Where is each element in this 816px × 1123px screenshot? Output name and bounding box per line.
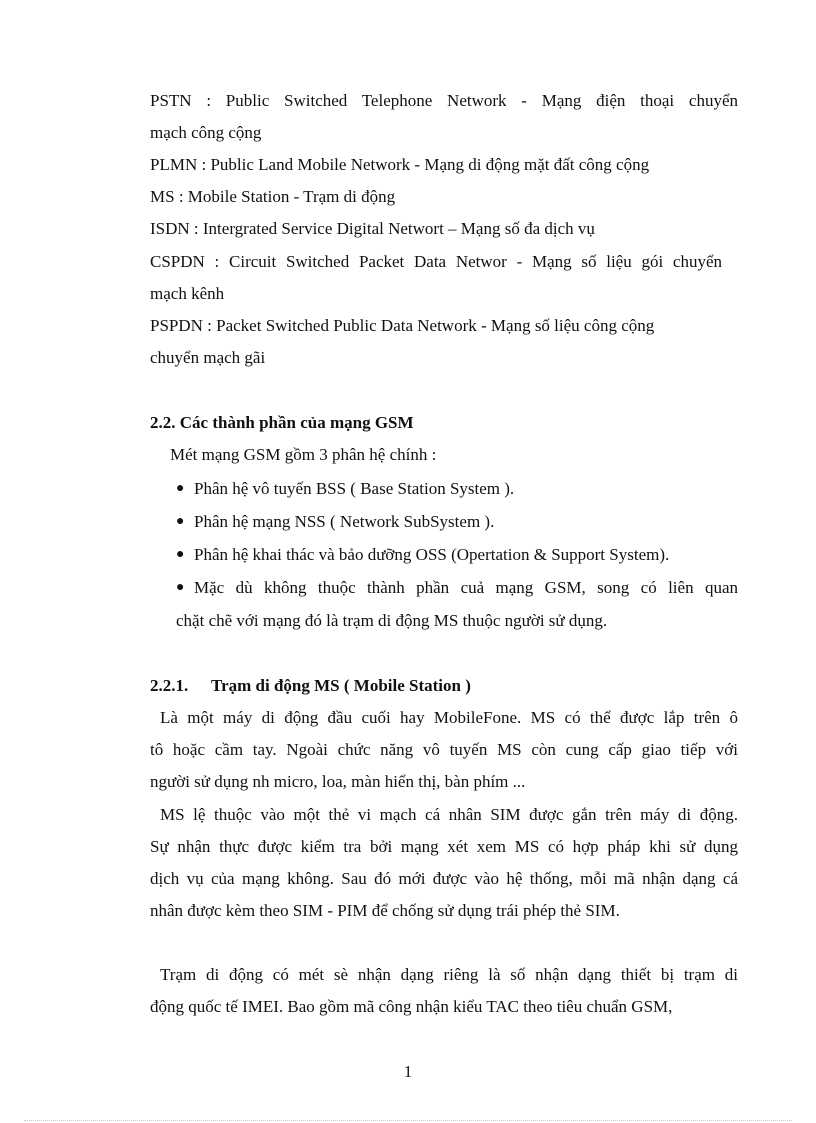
page-bottom-border [24, 1120, 792, 1121]
abbr-pspdn-line1: PSPDN : Packet Switched Public Data Network - Mạng số liệu công cộng [150, 316, 655, 335]
bullet-item-nss: Phân hệ mạng NSS ( Network SubSystem ). [194, 512, 495, 531]
abbr-pstn-line2: mạch công cộng [150, 123, 262, 142]
para2-line1: MS lệ thuộc vào một thẻ vi mạch cá nhân SIM được gắn trên máy di động. [160, 805, 738, 824]
abbr-cspdn-line2: mạch kênh [150, 284, 225, 303]
section-2-2-intro: Mét mạng GSM gồm 3 phân hệ chính : [170, 445, 437, 464]
abbr-pspdn-line2: chuyển mạch gãi [150, 348, 266, 367]
bullet-item-oss: Phân hệ khai thác và bảo dưỡng OSS (Opertation & Support System). [194, 545, 670, 564]
para3-line1: Trạm di động có mét sè nhận dạng riêng là số nhận dạng thiết bị trạm di [160, 965, 738, 984]
para2-line4: nhân được kèm theo SIM - PIM để chống sử dụng trái phép thẻ SIM. [150, 901, 620, 920]
abbr-ms: MS : Mobile Station - Trạm di động [150, 187, 396, 206]
para2-line2: Sự nhận thực được kiểm tra bởi mạng xét xem MS có hợp pháp khi sử dụng [150, 837, 738, 856]
bullet-icon: ● [176, 514, 185, 529]
abbr-plmn: PLMN : Public Land Mobile Network - Mạng di động mặt đất công cộng [150, 155, 650, 174]
para2-line3: dịch vụ của mạng không. Sau đó mới được vào hệ thống, mỗi mã nhận dạng cá [150, 869, 738, 888]
bullet-icon: ● [176, 580, 185, 595]
abbr-pstn-line1: PSTN : Public Switched Telephone Network - Mạng điện thoại chuyển [150, 91, 738, 110]
section-title-2-2-1: Trạm di động MS ( Mobile Station ) [211, 676, 471, 695]
para1-line3: người sử dụng nh micro, loa, màn hiển thị, bàn phím ... [150, 772, 526, 791]
para1-line1: Là một máy di động đầu cuối hay MobileFone. MS có thể được lắp trên ô [160, 708, 738, 727]
bullet-icon: ● [176, 481, 185, 496]
section-heading-2-2: 2.2. Các thành phần của mạng GSM [150, 413, 414, 432]
section-number-2-2-1: 2.2.1. [150, 676, 189, 695]
abbr-isdn: ISDN : Intergrated Service Digital Networt – Mạng số đa dịch vụ [150, 219, 595, 238]
bullet-item-ms-continuation: chặt chẽ với mạng đó là trạm di động MS thuộc người sử dụng. [176, 611, 608, 630]
abbr-cspdn-line1: CSPDN : Circuit Switched Packet Data Networ - Mạng số liệu gói chuyển [150, 252, 722, 271]
bullet-icon: ● [176, 547, 185, 562]
bullet-item-ms: Mặc dù không thuộc thành phần cuả mạng GSM, song có liên quan [194, 578, 738, 597]
bullet-item-bss: Phân hệ vô tuyến BSS ( Base Station System ). [194, 479, 515, 498]
page-number: 1 [403, 1062, 413, 1081]
para3-line2: động quốc tế IMEI. Bao gồm mã công nhận kiểu TAC theo tiêu chuẩn GSM, [150, 997, 673, 1016]
para1-line2: tô hoặc cầm tay. Ngoài chức năng vô tuyến MS còn cung cấp giao tiếp với [150, 740, 738, 759]
